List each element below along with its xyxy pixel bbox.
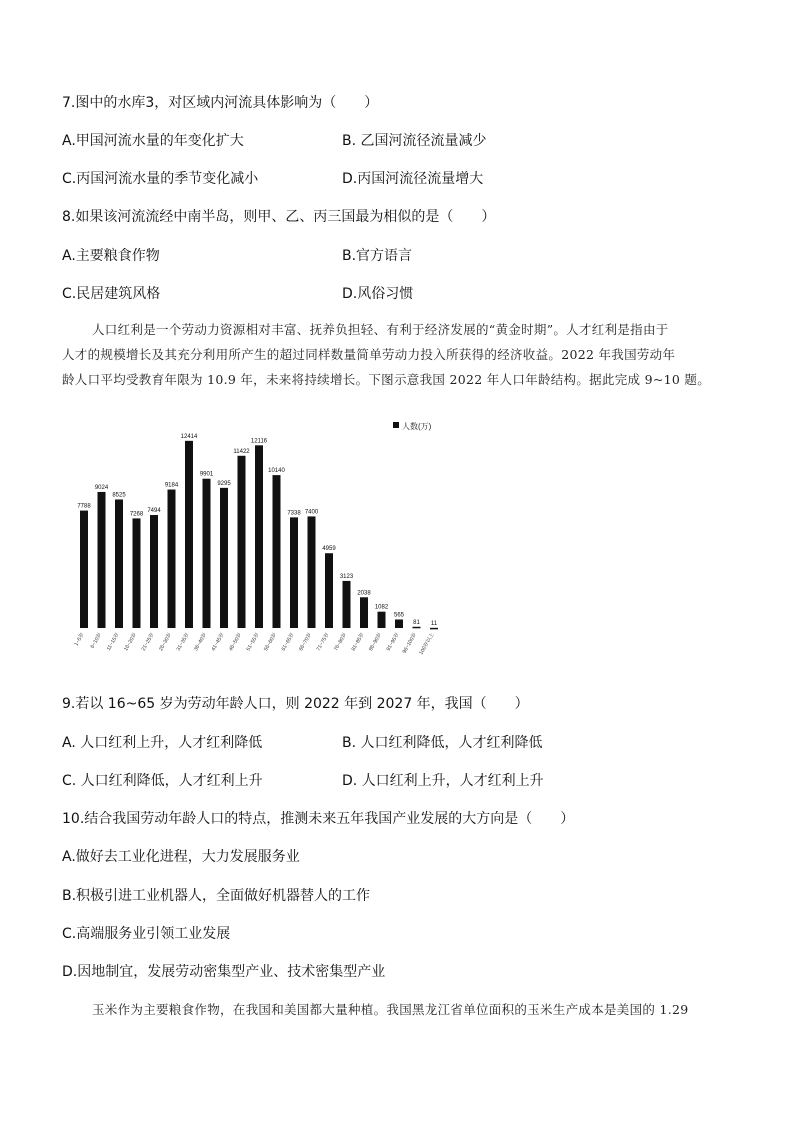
data-label-26~30岁: 9184 — [164, 482, 179, 489]
bar-46~50岁 — [238, 456, 246, 628]
tick-label-1~5岁: 1~5岁 — [73, 632, 86, 648]
tick-label-81~85岁: 81~85岁 — [350, 632, 366, 653]
tick-label-26~30岁: 26~30岁 — [158, 632, 174, 653]
data-label-100岁以上: 11 — [430, 620, 438, 627]
bar-66~70岁 — [308, 516, 316, 628]
q9-option-d[interactable]: D. 人口红利上升，人才红利上升 — [342, 773, 544, 789]
data-label-41~45岁: 9295 — [217, 480, 231, 487]
bar-96~100岁 — [413, 627, 421, 629]
tick-label-56~60岁: 56~60岁 — [263, 632, 279, 653]
passage — [62, 317, 738, 392]
bar-91~95岁 — [395, 619, 403, 628]
tick-label-91~95岁: 91~95岁 — [385, 632, 401, 653]
tick-label-6~10岁: 6~10岁 — [89, 632, 104, 650]
tick-label-86~90岁: 86~90岁 — [368, 632, 384, 653]
bar-61~65岁 — [290, 517, 298, 628]
bar-21~25岁 — [150, 515, 158, 628]
q7-option-b[interactable]: B. 乙国河流径流量减少 — [342, 133, 487, 149]
tick-label-11~15岁: 11~15岁 — [105, 632, 121, 652]
bar-16~20岁 — [133, 518, 141, 628]
q7-option-c[interactable]: C.丙国河流水量的季节变化减小 — [62, 171, 259, 187]
data-label-36~40岁: 9901 — [199, 471, 214, 478]
tick-label-36~40岁: 36~40岁 — [193, 632, 209, 653]
data-label-6~10岁: 9024 — [94, 484, 109, 491]
tick-label-61~65岁: 61~65岁 — [280, 632, 296, 653]
bar-11~15岁 — [115, 499, 123, 628]
q8-option-a[interactable]: A.主要粮食作物 — [62, 248, 160, 264]
q10-stem: 10.结合我国劳动年龄人口的特点，推测未来五年我国产业发展的大方向是（ ） — [62, 811, 575, 827]
tick-label-51~55岁: 51~55岁 — [245, 632, 261, 653]
data-label-31~35岁: 12414 — [180, 433, 198, 440]
data-label-1~5岁: 7788 — [77, 503, 91, 510]
bar-71~75岁 — [325, 553, 333, 628]
data-label-11~15岁: 8525 — [112, 492, 126, 499]
bar-31~35岁 — [185, 441, 193, 628]
passage-line-1: 人口红利是一个劳动力资源相对丰富、抚养负担轻、有利于经济发展的“黄金时期”。人才红利是指由于 — [92, 322, 669, 337]
q7-option-a[interactable]: A.甲国河流水量的年变化扩大 — [62, 133, 244, 149]
tick-label-31~35岁: 31~35岁 — [175, 632, 191, 653]
q9-option-b[interactable]: B. 人口红利降低，人才红利降低 — [342, 735, 543, 751]
data-label-81~85岁: 2038 — [357, 590, 371, 597]
legend-swatch — [393, 422, 399, 428]
tick-label-96~100岁: 96~100岁 — [401, 632, 419, 655]
q10-option-c[interactable]: C.高端服务业引领工业发展 — [62, 926, 231, 942]
data-label-71~75岁: 4959 — [322, 546, 336, 553]
data-label-91~95岁: 565 — [393, 612, 405, 619]
passage-2 — [62, 997, 738, 1022]
q8-option-b[interactable]: B.官方语言 — [342, 248, 413, 264]
data-label-16~20岁: 7268 — [129, 511, 144, 518]
bar-36~40岁 — [203, 479, 211, 628]
bar-56~60岁 — [273, 475, 281, 628]
data-label-21~25岁: 7494 — [147, 508, 161, 515]
tick-label-71~75岁: 71~75岁 — [315, 632, 331, 653]
data-label-86~90岁: 1082 — [374, 604, 389, 611]
legend-label: 人数(万) — [402, 422, 432, 431]
q8-option-d[interactable]: D.风俗习惯 — [342, 286, 414, 302]
bar-41~45岁 — [220, 488, 228, 628]
passage-line-3: 龄人口平均受教育年限为 10.9 年，未来将持续增长。下图示意我国 2022 年人口年龄结构。据此完成 9~10 题。 — [62, 372, 711, 387]
passage-line-2: 人才的规模增长及其充分利用所产生的超过同样数量简单劳动力投入所获得的经济收益。2022 年我国劳动年 — [62, 347, 676, 362]
data-label-46~50岁: 11422 — [233, 448, 250, 455]
tick-label-66~70岁: 66~70岁 — [298, 632, 314, 653]
q8-option-c[interactable]: C.民居建筑风格 — [62, 286, 161, 302]
q10-option-b[interactable]: B.积极引进工业机器人，全面做好机器替人的工作 — [62, 888, 371, 904]
population-age-chart — [60, 410, 455, 665]
q8-stem: 8.如果该河流流经中南半岛，则甲、乙、丙三国最为相似的是（ ） — [62, 209, 496, 225]
q10-option-a[interactable]: A.做好去工业化进程，大力发展服务业 — [62, 849, 300, 865]
tick-label-21~25岁: 21~25岁 — [140, 632, 156, 653]
data-label-66~70岁: 7400 — [304, 509, 319, 516]
tick-label-41~45岁: 41~45岁 — [210, 632, 226, 653]
tick-label-100岁以上: 100岁以上 — [418, 632, 436, 656]
bar-86~90岁 — [378, 612, 386, 628]
q7-option-d[interactable]: D.丙国河流径流量增大 — [342, 171, 484, 187]
data-label-96~100岁: 81 — [413, 619, 420, 626]
data-label-51~55岁: 12116 — [250, 438, 268, 445]
bar-1~5岁 — [80, 511, 88, 628]
bar-100岁以上 — [430, 628, 438, 630]
bar-51~55岁 — [255, 445, 263, 628]
data-label-61~65岁: 7338 — [287, 510, 301, 517]
q9-option-a[interactable]: A. 人口红利上升，人才红利降低 — [62, 735, 263, 751]
q9-stem: 9.若以 16~65 岁为劳动年龄人口，则 2022 年到 2027 年，我国（ ） — [62, 696, 529, 712]
bar-81~85岁 — [360, 597, 368, 628]
data-label-76~80岁: 3123 — [339, 573, 354, 580]
q9-option-c[interactable]: C. 人口红利降低，人才红利上升 — [62, 773, 263, 789]
tick-label-16~20岁: 16~20岁 — [123, 632, 139, 653]
passage-2-line-1: 玉米作为主要粮食作物，在我国和美国都大量种植。我国黑龙江省单位面积的玉米生产成本是美国的 1.29 — [92, 1002, 689, 1017]
q10-option-d[interactable]: D.因地制宜，发展劳动密集型产业、技术密集型产业 — [62, 964, 386, 980]
bar-6~10岁 — [98, 492, 106, 628]
data-label-56~60岁: 10140 — [268, 468, 285, 475]
tick-label-46~50岁: 46~50岁 — [228, 632, 244, 653]
bar-76~80岁 — [343, 581, 351, 628]
q7-stem: 7.图中的水库3，对区域内河流具体影响为（ ） — [62, 95, 379, 111]
bar-26~30岁 — [168, 490, 176, 628]
tick-label-76~80岁: 76~80岁 — [333, 632, 349, 653]
